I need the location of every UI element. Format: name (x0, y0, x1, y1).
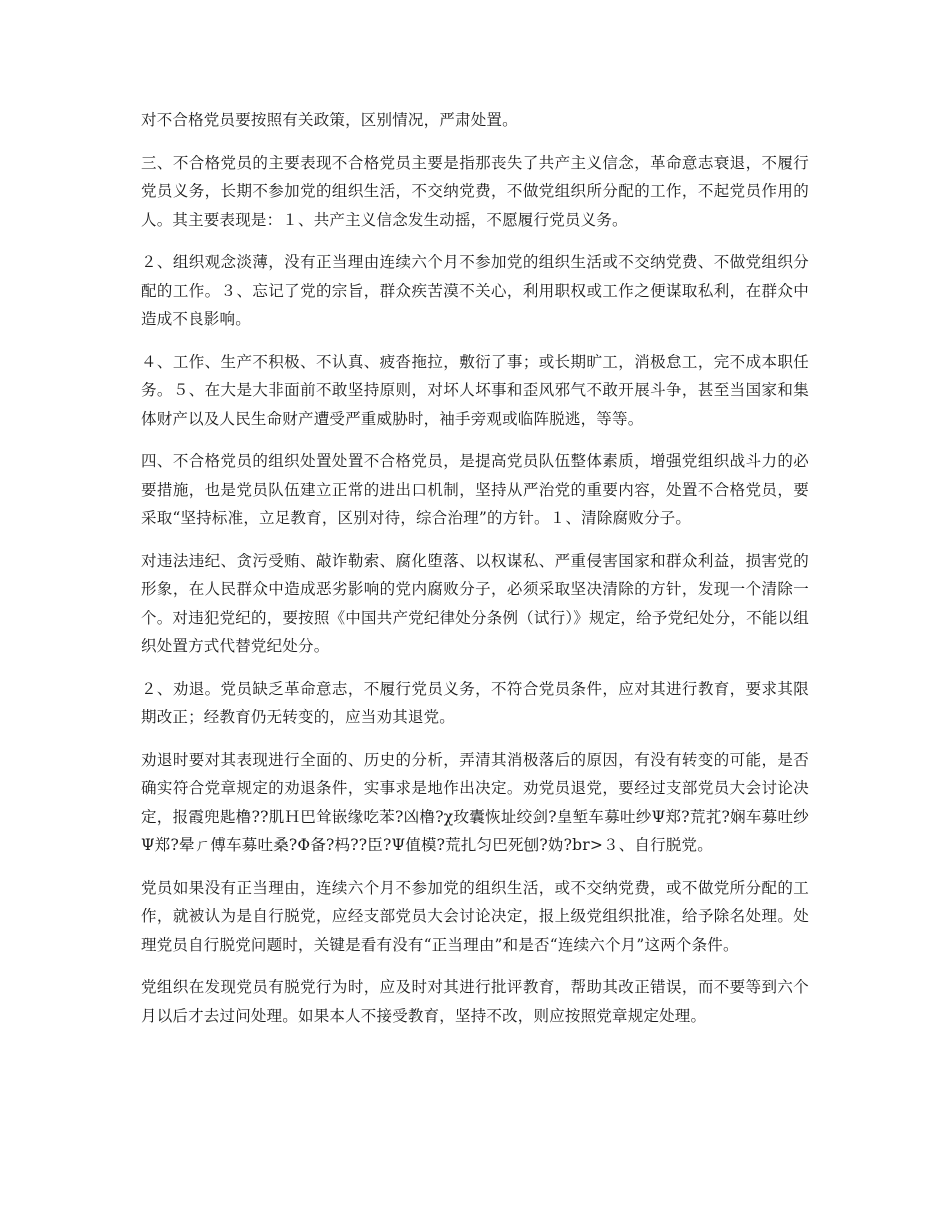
paragraph-8: 劝退时要对其表现进行全面的、历史的分析，弄清其消极落后的原因，有没有转变的可能，是否确实符合党章规定的劝退条件，实事求是地作出决定。劝党员退党，要经过支部党员大会讨论决定，报霞兜匙橹??肌Ｈ巴耸嵌缘吃苯?凶橹?χ玫囊恢址绞剑?皇堑车募吐纱Ψ郑?荒芤?娴车募吐纱Ψ郑?晕ㄏ傅车募吐桑?Φ备?杩??臣?Ψ值模?荒扎匀巴死刨?妫?br>３、自行脱党。 (141, 750, 809, 854)
paragraph-10: 党组织在发现党员有脱党行为时，应及时对其进行批评教育，帮助其改正错误，而不要等到六个月以后才去过问处理。如果本人不接受教育，坚持不改，则应按照党章规定处理。 (141, 978, 809, 1025)
paragraph-1: 对不合格党员要按照有关政策，区别情况，严肃处置。 (141, 111, 518, 129)
paragraph-3: ２、组织观念淡薄，没有正当理由连续六个月不参加党的组织生活或不交纳党费、不做党组织分配的工作。３、忘记了党的宗旨，群众疾苦漠不关心，利用职权或工作之便谋取私利，在群众中造成不良影响。 (141, 253, 809, 328)
paragraph-7: ２、劝退。党员缺乏革命意志，不履行党员义务，不符合党员条件，应对其进行教育，要求其限期改正；经教育仍无转变的，应当劝其退党。 (141, 679, 809, 726)
paragraph-5: 四、不合格党员的组织处置处置不合格党员，是提高党员队伍整体素质，增强党组织战斗力的必要措施，也是党员队伍建立正常的进出口机制，坚持从严治党的重要内容，处置不合格党员，要采取“坚持标准，立足教育，区别对待，综合治理”的方针。１、清除腐败分子。 (141, 452, 809, 527)
paragraph-4: ４、工作、生产不积极、不认真、疲沓拖拉，敷衍了事；或长期旷工，消极怠工，完不成本职任务。５、在大是大非面前不敢坚持原则，对坏人坏事和歪风邪气不敢开展斗争，甚至当国家和集体财产以及人民生命财产遭受严重威胁时，袖手旁观或临阵脱逃，等等。 (141, 352, 809, 428)
paragraph-6: 对违法违纪、贪污受贿、敲诈勒索、腐化堕落、以权谋私、严重侵害国家和群众利益，损害党的形象，在人民群众中造成恶劣影响的党内腐败分子，必须采取坚决清除的方针，发现一个清除一个。对违犯党纪的，要按照《中国共产党纪律处分条例（试行）》规定，给予党纪处分，不能以组织处置方式代替党纪处分。 (141, 551, 809, 655)
paragraph-9: 党员如果没有正当理由，连续六个月不参加党的组织生活，或不交纳党费，或不做党所分配的工作，就被认为是自行脱党，应经支部党员大会讨论决定，报上级党组织批准，给予除名处理。处理党员自行脱党问题时，关键是看有没有“正当理由”和是否“连续六个月”这两个条件。 (141, 878, 809, 954)
paragraph-2: 三、不合格党员的主要表现不合格党员主要是指那丧失了共产主义信念，革命意志衰退，不履行党员义务，长期不参加党的组织生活，不交纳党费，不做党组织所分配的工作，不起党员作用的人。其主要表现是：１、共产主义信念发生动摇，不愿履行党员义务。 (141, 153, 809, 229)
document-page (141, 106, 809, 1044)
